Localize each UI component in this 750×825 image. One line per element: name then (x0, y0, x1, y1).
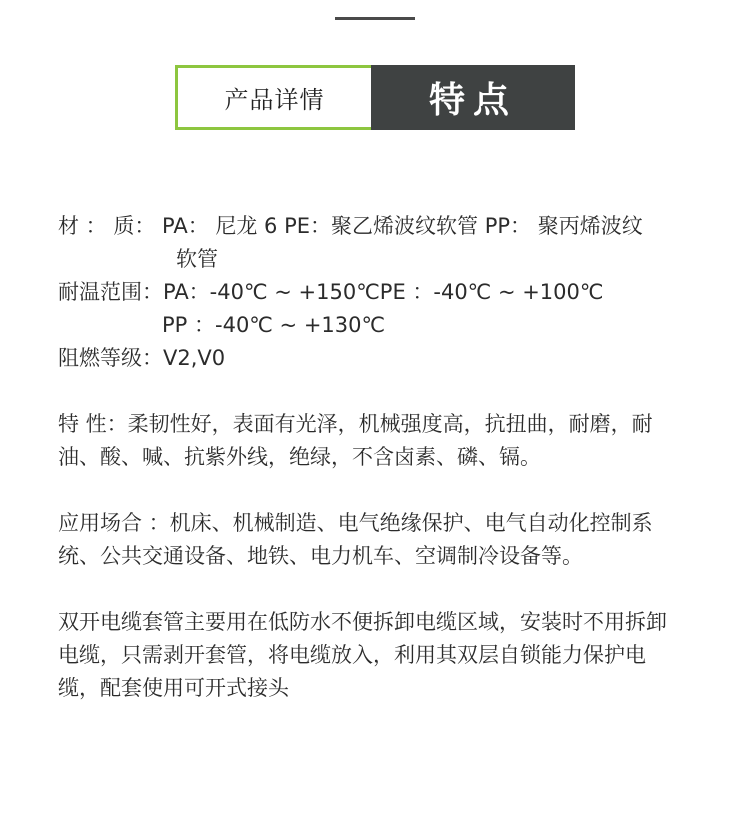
description-line-2: 电缆，只需剥开套管，将电缆放入，利用其双层自锁能力保护电 (58, 643, 646, 667)
material-line-cont: 软管 (176, 247, 218, 271)
product-description (58, 210, 698, 705)
applications-line-cont: 统、公共交通设备、地铁、电力机车、空调制冷设备等。 (58, 544, 583, 568)
features-line-cont: 油、酸、喊、抗紫外线，绝绿，不含卤素、磷、镉。 (58, 445, 541, 469)
material-line: 材 ： 质： PA： 尼龙 6 PE：聚乙烯波纹软管 PP： 聚丙烯波纹 (58, 214, 643, 238)
applications-line: 应用场合 ：机床、机械制造、电气绝缘保护、电气自动化控制系 (58, 511, 653, 535)
description-line-3: 缆，配套使用可开式接头 (58, 676, 289, 700)
features-line: 特 性：柔韧性好，表面有光泽，机械强度高，抗扭曲，耐磨，耐 (58, 412, 653, 436)
tab-features-label: 特点 (428, 80, 517, 121)
tab-features[interactable] (371, 65, 575, 130)
temperature-line: 耐温范围：PA：-40℃ ~ +150℃PE ：-40℃ ~ +100℃ (58, 280, 604, 304)
top-divider (335, 17, 415, 20)
section-header (175, 65, 575, 130)
flame-rating-line: 阻燃等级：V2,V0 (58, 346, 226, 370)
temperature-line-cont: PP ：-40℃ ~ +130℃ (162, 313, 386, 337)
tab-product-details-label: 产品详情 (224, 86, 325, 114)
tab-product-details[interactable] (175, 65, 371, 130)
description-line: 双开电缆套管主要用在低防水不便拆卸电缆区域，安装时不用拆卸 (58, 610, 667, 634)
